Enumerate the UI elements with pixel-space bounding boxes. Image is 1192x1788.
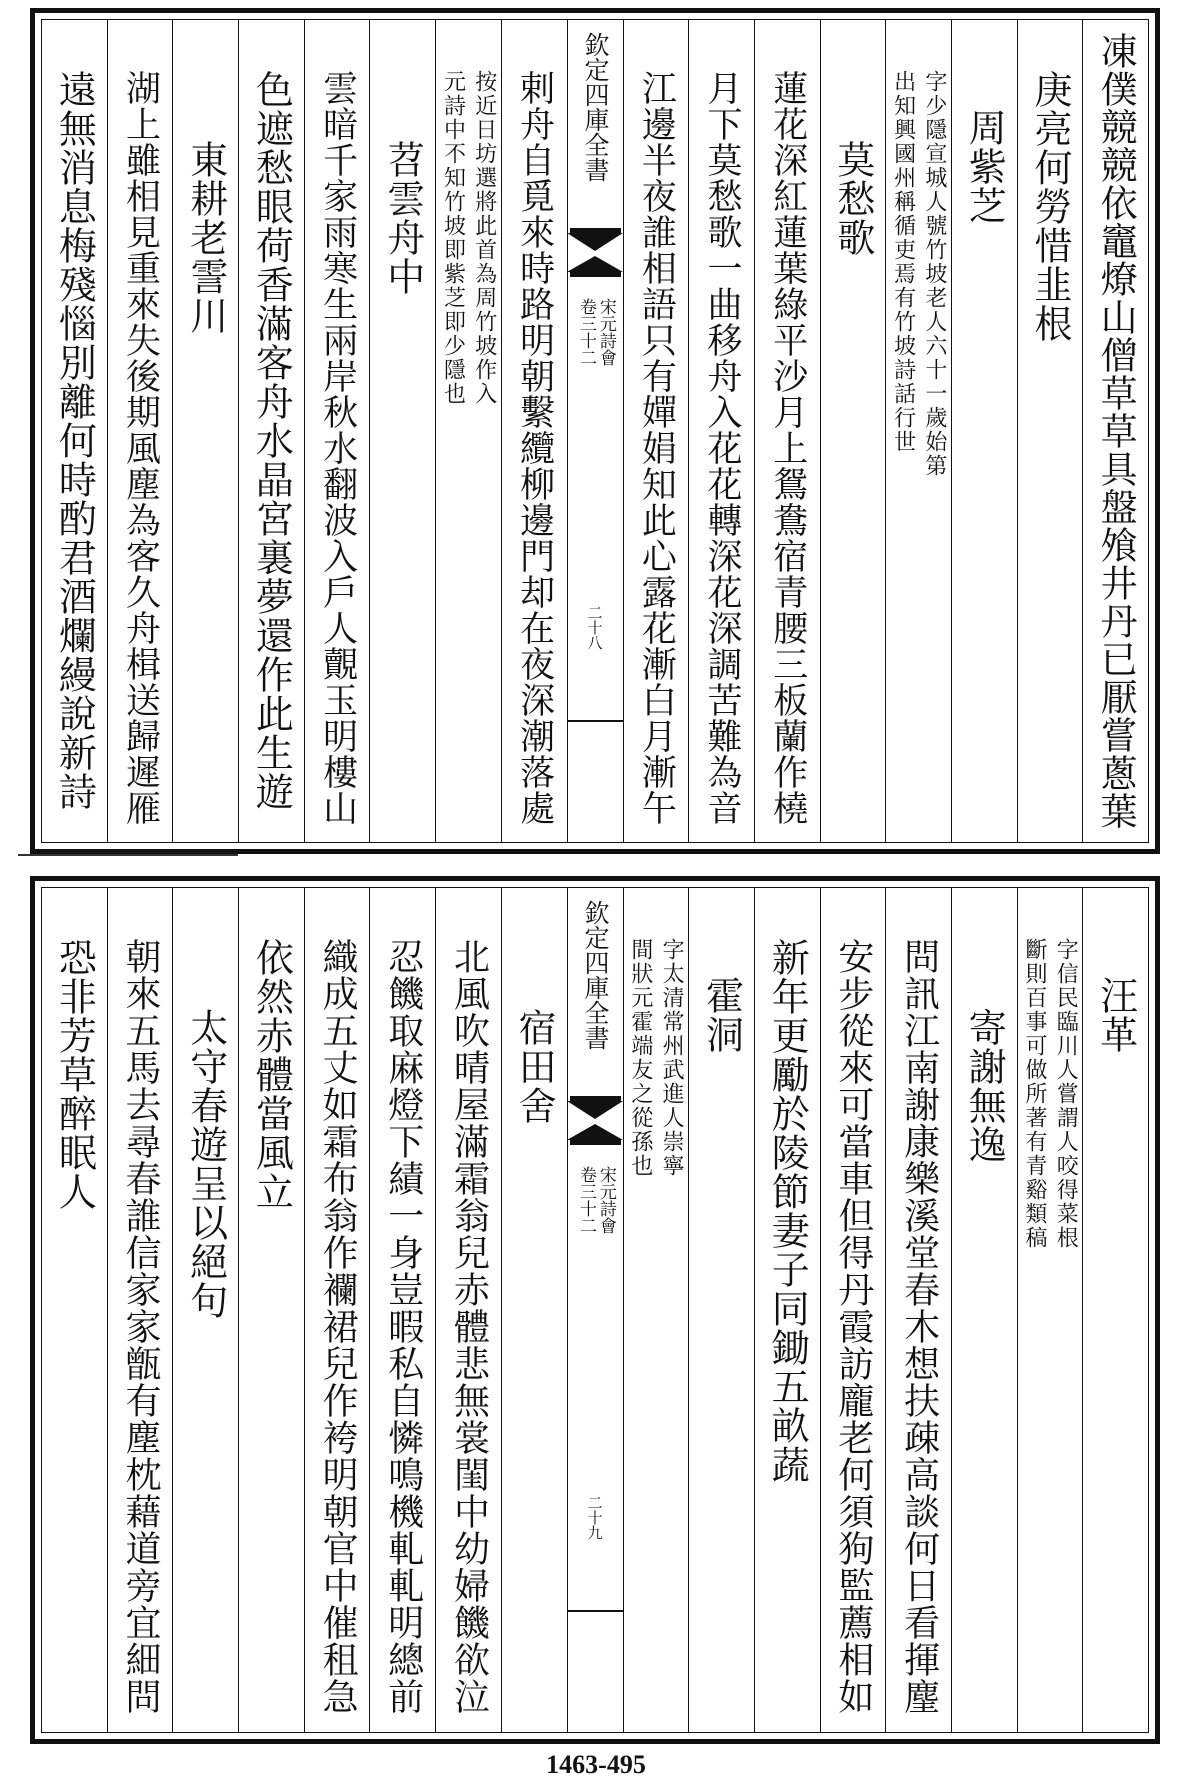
center-fold-column <box>567 20 623 842</box>
poem-line: 剌舟自覓來時路明朝繫纜柳邊門却在夜深潮落處 <box>514 70 555 826</box>
poem-line: 凍僕競競依竈燎山僧草草具盤飧井丹已厭嘗蔥葉 <box>1094 32 1138 830</box>
poem-line: 依然赤體當風立 <box>249 938 294 1211</box>
text-column <box>238 20 304 842</box>
center-rule <box>568 1610 623 1612</box>
text-column <box>951 20 1017 842</box>
text-column <box>304 888 370 1732</box>
volume-line: 卷三十二 <box>576 298 596 366</box>
text-column <box>42 888 107 1732</box>
text-column <box>172 888 238 1732</box>
text-column <box>369 888 435 1732</box>
text-column <box>754 20 820 842</box>
lower-page-panel <box>30 876 1160 1744</box>
text-column <box>501 20 567 842</box>
text-column <box>951 888 1017 1732</box>
center-fold-column <box>567 888 623 1732</box>
annotation-column <box>1017 888 1083 1732</box>
fish-tail-ornament <box>570 1096 621 1152</box>
note-line: 按近日坊選將此首為周竹坡作入 <box>471 70 497 406</box>
fish-tail-ornament <box>570 228 621 284</box>
text-column <box>435 888 501 1732</box>
heading-text: 苕雲舟中 <box>380 140 425 296</box>
book-title: 欽定四庫全書 <box>581 900 610 1050</box>
poem-line: 北風吹晴屋滿霜翁兒赤體悲無裳閨中幼婦饑欲泣 <box>448 938 490 1715</box>
note-line: 字信民臨川人嘗謂人咬得菜根 <box>1053 938 1079 1250</box>
note-line: 出知興國州稱循吏焉有竹坡詩話行世 <box>890 70 916 454</box>
center-rule <box>568 720 623 722</box>
poem-line: 安步從來可當車但得丹霞訪龐老何須狗監薦相如 <box>832 938 874 1715</box>
book-title: 欽定四庫全書 <box>581 32 610 182</box>
poem-line: 江邊半夜誰相語只有嬋娟知此心露花漸白月漸午 <box>636 70 677 826</box>
heading-text: 東耕老霅川 <box>183 140 228 335</box>
text-column <box>623 20 689 842</box>
poem-line: 月下莫愁歌一曲移舟入花花轉深花深調苦難為音 <box>702 70 743 826</box>
poem-line: 蓮花深紅蓮葉綠平沙月上鴛鴦宿青腰三板蘭作橈 <box>767 70 808 826</box>
text-column <box>754 888 820 1732</box>
text-column <box>820 888 886 1732</box>
poem-line: 織成五丈如霜布翁作襴裙兒作袴明朝官中催租急 <box>317 938 359 1715</box>
small-print-note <box>436 70 501 406</box>
text-column <box>501 888 567 1732</box>
volume-label <box>576 1166 614 1234</box>
annotation-column <box>885 20 951 842</box>
poem-line: 湖上雖相見重來失後期風塵為客久舟楫送歸遲雁 <box>120 70 161 826</box>
poem-line: 恐非芳草醉眠人 <box>52 938 97 1211</box>
heading-text: 太守春遊呈以絕句 <box>183 1008 228 1320</box>
poem-line: 雲暗千家雨寒生兩岸秋水翻波入戶人覿玉明樓山 <box>317 70 358 826</box>
volume-line: 宋元詩會 <box>595 298 616 366</box>
note-line: 字少隱宣城人號竹坡老人六十一歲始第 <box>921 70 947 478</box>
heading-text: 霍洞 <box>699 976 744 1054</box>
page-footer-number: 1463-495 <box>546 1750 646 1779</box>
text-column <box>1082 888 1148 1732</box>
note-line: 元詩中不知竹坡即紫芝即少隱也 <box>440 70 466 406</box>
upper-page-columns <box>41 19 1149 843</box>
lower-page-columns <box>41 887 1149 1733</box>
volume-label <box>576 298 614 366</box>
poem-line: 問訊江南謝康樂溪堂春木想扶疎高談何日看揮麈 <box>898 938 940 1715</box>
heading-text: 宿田舍 <box>512 1008 557 1125</box>
folio-number: 二十八 <box>585 605 604 650</box>
volume-line: 宋元詩會 <box>595 1166 616 1234</box>
text-column <box>1017 20 1083 842</box>
text-column <box>107 888 173 1732</box>
heading-text: 汪革 <box>1093 976 1138 1054</box>
text-column <box>304 20 370 842</box>
small-print-note <box>624 938 689 1178</box>
note-line: 斷則百事可做所著有青谿類稿 <box>1021 938 1047 1250</box>
poem-line: 新年更勵於陵節妻子同鋤五畝蔬 <box>765 938 810 1484</box>
text-column <box>238 888 304 1732</box>
text-column <box>885 888 951 1732</box>
annotation-column <box>435 20 501 842</box>
upper-page-panel <box>30 8 1160 854</box>
page-edge-line <box>18 854 238 856</box>
text-column <box>107 20 173 842</box>
text-column <box>42 20 107 842</box>
text-column <box>172 20 238 842</box>
poem-line: 朝來五馬去尋春誰信家家甑有塵枕藉道旁宜細問 <box>120 938 162 1715</box>
poem-line: 忍饑取麻燈下績一身豈暇私自憐鳴機軋軋明總前 <box>382 938 424 1715</box>
volume-line: 卷三十二 <box>576 1166 596 1234</box>
text-column <box>369 20 435 842</box>
small-print-note <box>1018 938 1083 1250</box>
text-column <box>1082 20 1148 842</box>
heading-text: 寄謝無逸 <box>962 1008 1007 1164</box>
poem-line: 色遮愁眼荷香滿客舟水晶宮裏夢還作此生遊 <box>249 70 294 811</box>
heading-text: 周紫芝 <box>962 108 1007 225</box>
poem-line: 庚亮何勞惜韭根 <box>1027 70 1072 343</box>
text-column <box>688 20 754 842</box>
folio-number: 二十九 <box>585 1495 604 1540</box>
text-column <box>688 888 754 1732</box>
poem-line: 遠無消息梅殘惱別離何時酌君酒爛縵說新詩 <box>52 70 97 811</box>
small-print-note <box>886 70 951 478</box>
annotation-column <box>623 888 689 1732</box>
note-line: 間狀元霍端友之從孫也 <box>627 938 653 1178</box>
heading-text: 莫愁歌 <box>830 140 875 257</box>
note-line: 字太清常州武進人崇寧 <box>659 938 685 1178</box>
text-column <box>820 20 886 842</box>
